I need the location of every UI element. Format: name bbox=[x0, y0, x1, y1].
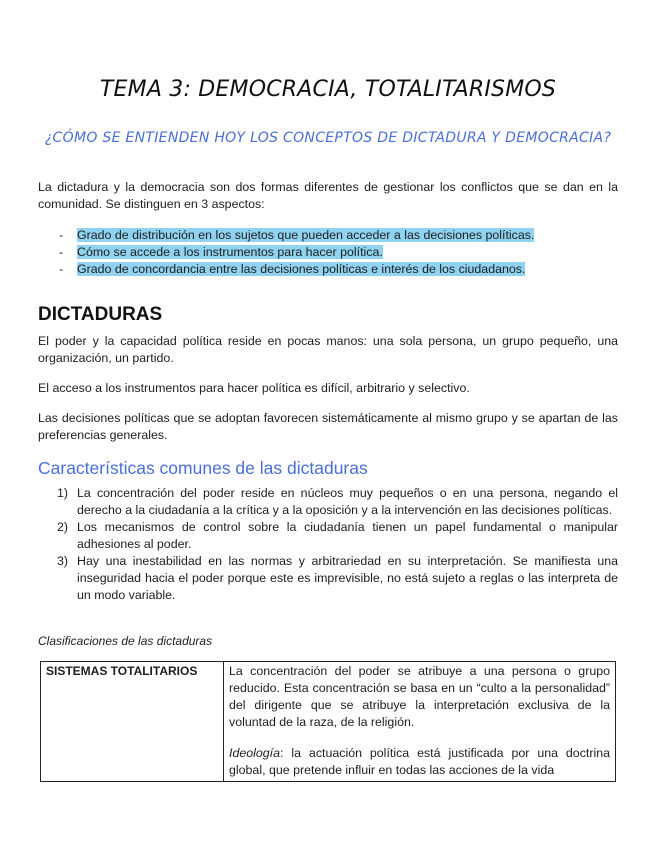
caracteristicas-list bbox=[38, 485, 618, 604]
bullet-dash: - bbox=[59, 245, 64, 259]
list-number: 2) bbox=[57, 520, 69, 534]
paragraph: Las decisiones políticas que se adoptan favorecen sistemáticamente al mismo grupo y se apartan de las preferencias generales. bbox=[38, 411, 618, 442]
paragraph: El acceso a los instrumentos para hacer política es difícil, arbitrario y selectivo. bbox=[38, 381, 470, 395]
table-cell-description bbox=[224, 662, 616, 782]
list-item-text: Los mecanismos de control sobre la ciudadanía tienen un papel fundamental o manipular adhesiones al poder. bbox=[77, 520, 618, 551]
table-description: La concentración del poder se atribuye a una persona o grupo reducido. Esta concentración se basa en un “culto a la personalidad” del dirigente que se atribuye la interpretación exclusiva de la voluntad de la raza, de la religión. bbox=[229, 664, 610, 729]
table-ideologia bbox=[229, 745, 610, 779]
list-item bbox=[38, 227, 618, 244]
list-item bbox=[38, 519, 618, 553]
page-subtitle: ¿CÓMO SE ENTIENDEN HOY LOS CONCEPTOS DE DICTADURA Y DEMOCRACIA? bbox=[44, 130, 612, 146]
list-item bbox=[38, 244, 618, 261]
list-item-text: Hay una inestabilidad en las normas y arbitrariedad en su interpretación. Se manifiesta una inseguridad hacia el poder porque este es imprevisible, no está sujeto a reglas o las interpreta de un modo variable. bbox=[77, 554, 618, 602]
list-number: 3) bbox=[57, 554, 69, 568]
highlighted-text: Grado de concordancia entre las decisiones políticas e interés de los ciudadanos. bbox=[77, 262, 526, 276]
highlighted-text: Cómo se accede a los instrumentos para hacer política. bbox=[77, 245, 383, 259]
table-cell-label: SISTEMAS TOTALITARIOS bbox=[41, 662, 224, 782]
table-row bbox=[41, 662, 616, 782]
clasificaciones-label: Clasificaciones de las dictaduras bbox=[38, 634, 213, 648]
list-number: 1) bbox=[57, 486, 69, 500]
aspects-list bbox=[38, 227, 618, 278]
bullet-dash: - bbox=[59, 262, 64, 276]
list-item bbox=[38, 485, 618, 519]
list-item-text: La concentración del poder reside en núcleos muy pequeños o en una persona, negando el derecho a la ciudadanía a la crítica y a la oposición y a la intervención en las decisiones políticas. bbox=[77, 486, 618, 517]
intro-paragraph: La dictadura y la democracia son dos formas diferentes de gestionar los conflictos que se dan en la comunidad. Se distinguen en 3 aspectos: bbox=[38, 180, 618, 211]
paragraph: El poder y la capacidad política reside en pocas manos: una sola persona, un grupo pequeño, una organización, un partido. bbox=[38, 334, 618, 365]
page-title: TEMA 3: DEMOCRACIA, TOTALITARISMOS bbox=[99, 77, 557, 102]
highlighted-text: Grado de distribución en los sujetos que pueden acceder a las decisiones políticas. bbox=[77, 228, 535, 242]
clasificaciones-table bbox=[40, 661, 616, 782]
list-item bbox=[38, 553, 618, 604]
bullet-dash: - bbox=[59, 228, 64, 242]
list-item bbox=[38, 261, 618, 278]
ideologia-text: : la actuación política está justificada por una doctrina global, que pretende influir en todas las acciones de la vida bbox=[229, 746, 610, 777]
section-heading-caracteristicas: Características comunes de las dictaduras bbox=[38, 458, 368, 478]
ideologia-label: Ideología bbox=[229, 746, 280, 760]
section-heading-dictaduras: DICTADURAS bbox=[38, 304, 163, 325]
